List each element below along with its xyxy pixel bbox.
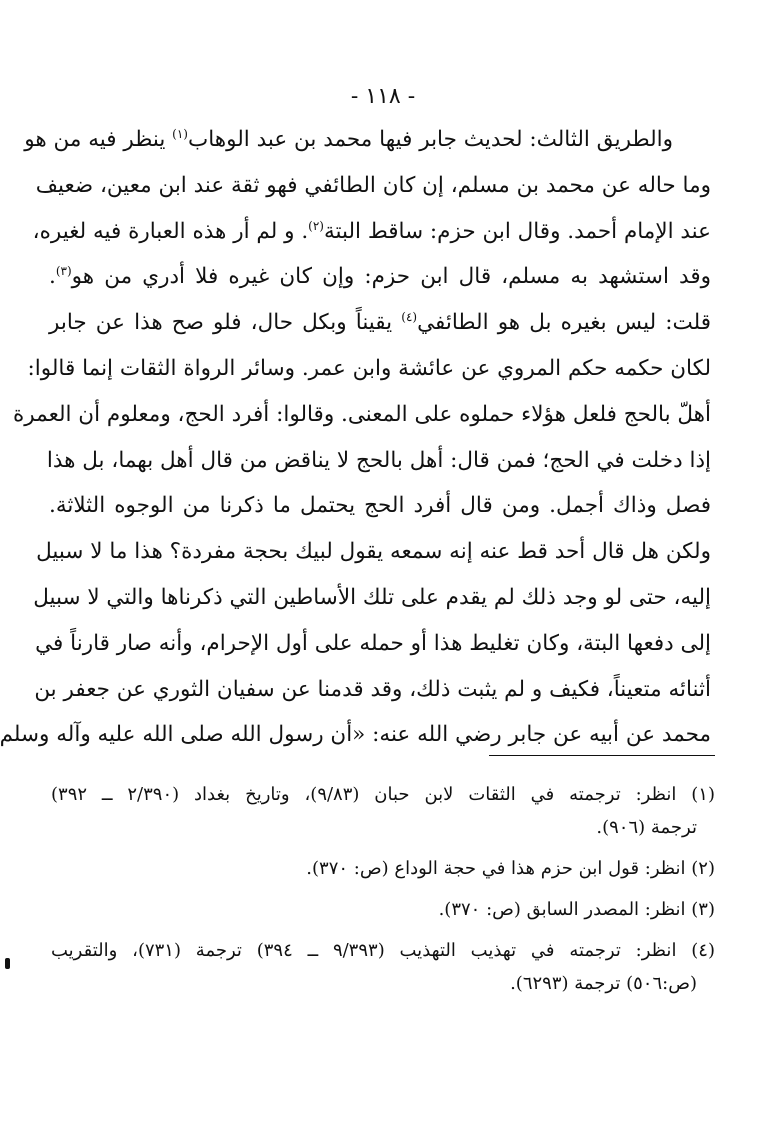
footnote-4 [51, 934, 715, 1000]
footnote-line: (٢) انظر: قول ابن حزم هذا في حجة الوداع (ص: ٣٧٠). [306, 858, 715, 879]
text-line: إذا دخلت في الحج؛ فمن قال: أهل بالحج لا يناقض من قال أهل بهما، بل هذا [46, 447, 711, 473]
footnote-ref[interactable]: (٤) [401, 310, 418, 325]
footnote-ref[interactable]: (٣) [55, 264, 72, 279]
footnote-ref[interactable]: (٢) [308, 218, 324, 233]
footnote-ref[interactable]: (١) [172, 126, 188, 141]
footnote-line: (١) انظر: ترجمته في الثقات لابن حبان (٩/٨٣)، وتاريخ بغداد (٢/٣٩٠ ــ ٣٩٢) [51, 784, 715, 805]
footnote-line: (٤) انظر: ترجمته في تهذيب التهذيب (٩/٣٩٣ ــ ٣٩٤) ترجمة (٧٣١)، والتقريب [51, 940, 715, 961]
main-text [0, 117, 711, 758]
footnote-3 [51, 893, 715, 926]
footnotes [51, 778, 715, 1008]
text-line: عند الإمام أحمد. وقال ابن حزم: ساقط البتة$^{(٢)}$. و لم أر هذه العبارة فيه لغيره، [32, 218, 711, 244]
text-line: إليه، حتى لو وجد ذلك لم يقدم على تلك الأساطين التي ذكرناها والتي لا سبيل [33, 584, 711, 610]
footnote-line: (ص:٥٠٦) ترجمة (٦٢٩٣). [510, 973, 697, 994]
text-line: إلى دفعها البتة، وكان تغليط هذا أو حمله على أول الإحرام، وأنه صار قارناً في [35, 630, 711, 656]
text-line: فصل وذاك أجمل. ومن قال أفرد الحج يحتمل ما ذكرنا من الوجوه الثلاثة. [49, 493, 711, 519]
text-line: وما حاله عن محمد بن مسلم، إن كان الطائفي فهو ثقة عند ابن معين، ضعيف [35, 172, 711, 198]
text-line: ولكن هل قال أحد قط عنه إنه سمعه يقول لبيك بحجة مفردة؟ هذا ما لا سبيل [36, 539, 711, 565]
text-line: وقد استشهد به مسلم، قال ابن حزم: وإن كان غيره فلا أدري من هو$^{(٣)}$. [49, 264, 711, 290]
page-number: - ١١٨ - [350, 84, 416, 109]
footnote-2 [51, 852, 715, 885]
text-line: والطريق الثالث: لحديث جابر فيها محمد بن عبد الوهاب$^{(١)}$ ينظر فيه من هو [24, 126, 673, 152]
text-line: أهلّ بالحج فلعل هؤلاء حملوه على المعنى. وقالوا: أفرد الحج، ومعلوم أن العمرة [13, 401, 711, 427]
text-line: قلت: ليس بغيره بل هو الطائفي$^{(٤)}$ يقيناً وبكل حال، فلو صح هذا عن جابر [49, 310, 711, 336]
text-line: أثنائه متعيناً، فكيف و لم يثبت ذلك، وقد قدمنا عن سفيان الثوري عن جعفر بن [34, 676, 711, 702]
text-line: محمد عن أبيه عن جابر رضي الله عنه: «أن رسول الله صلى الله عليه وآله وسلم [0, 722, 711, 748]
text-line: لكان حكمه حكم المروي عن عائشة وابن عمر. وسائر الرواة الثقات إنما قالوا: [27, 355, 711, 381]
footnote-line: (٣) انظر: المصدر السابق (ص: ٣٧٠). [438, 899, 715, 920]
footnote-separator [489, 755, 715, 756]
footnote-line: ترجمة (٩٠٦). [596, 817, 697, 838]
footnote-1 [51, 778, 715, 844]
margin-mark [5, 958, 10, 969]
